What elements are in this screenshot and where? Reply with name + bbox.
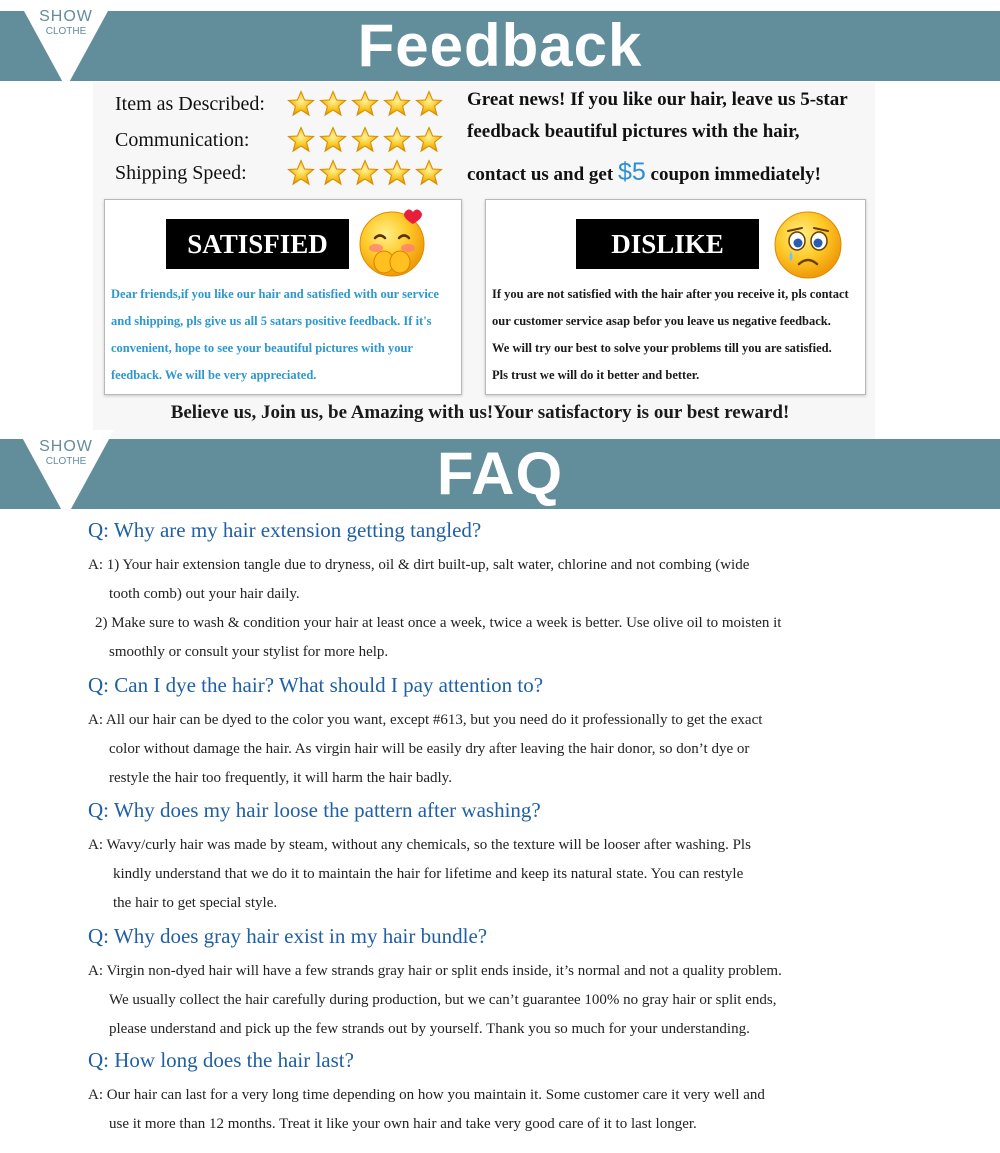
- star-rating: [287, 126, 443, 154]
- faq-answer-line: A: Wavy/curly hair was made by steam, without any chemicals, so the texture will be looser after washing. Pls: [88, 837, 751, 853]
- star-icon: [287, 126, 315, 154]
- faq-answer-line: kindly understand that we do it to maintain the hair for lifetime and keep its natural state. You can restyle: [113, 866, 744, 882]
- star-rating: [287, 159, 443, 187]
- satisfied-text-line: feedback. We will be very appreciated.: [111, 368, 317, 382]
- promo-line-3-suffix: coupon immediately!: [645, 164, 821, 185]
- faq-answer-line: A: 1) Your hair extension tangle due to dryness, oil & dirt built-up, salt water, chlorine and not combing (wide: [88, 557, 750, 573]
- dislike-card: [485, 199, 866, 395]
- rating-row-communication: [115, 125, 443, 155]
- faq-question: Q: How long does the hair last?: [88, 1048, 354, 1072]
- faq-question: Q: Can I dye the hair? What should I pay attention to?: [88, 673, 544, 697]
- satisfied-card: [104, 199, 462, 395]
- feedback-title: Feedback: [357, 12, 643, 79]
- faq-answer-line: use it more than 12 months. Treat it like your own hair and take very good care of it to last longer.: [109, 1116, 697, 1132]
- star-icon: [351, 126, 379, 154]
- tagline: Believe us, Join us, be Amazing with us!Your satisfactory is our best reward!: [170, 402, 790, 423]
- faq-title: FAQ: [436, 440, 564, 507]
- star-icon: [287, 90, 315, 118]
- faq-answer-line: tooth comb) out your hair daily.: [109, 586, 300, 602]
- faq-answer-line: A: All our hair can be dyed to the color you want, except #613, but you need do it professionally to get the exact: [88, 712, 763, 728]
- faq-answer-line: We usually collect the hair carefully during production, but we can’t guarantee 100% no gray hair or split ends,: [109, 992, 777, 1008]
- faq-answer-line: the hair to get special style.: [113, 895, 278, 911]
- star-rating: [287, 90, 443, 118]
- faq-answer: [88, 957, 908, 1044]
- rating-label: Item as Described:: [115, 92, 265, 115]
- promo-line-2: feedback beautiful pictures with the hair,: [467, 121, 800, 142]
- logo-text-clothe: CLOTHE: [45, 456, 87, 467]
- star-icon: [319, 90, 347, 118]
- faq-question: Q: Why does my hair loose the pattern after washing?: [88, 798, 541, 822]
- promo-line-3: [467, 158, 821, 187]
- star-icon: [415, 159, 443, 187]
- sad-face-icon: [771, 208, 845, 282]
- star-icon: [287, 159, 315, 187]
- logo-text-show: SHOW: [39, 438, 93, 455]
- faq-item-pattern: [88, 795, 908, 918]
- rating-row-shipping-speed: [115, 158, 443, 188]
- star-icon: [383, 90, 411, 118]
- dislike-badge: DISLIKE: [576, 219, 759, 269]
- rating-row-item-described: [115, 89, 443, 119]
- dislike-text-line: If you are not satisfied with the hair after you receive it, pls contact: [492, 287, 849, 301]
- faq-answer: [88, 706, 908, 793]
- faq-banner: [0, 439, 1000, 509]
- star-icon: [415, 90, 443, 118]
- dislike-text-line: We will try our best to solve your problems till you are satisfied.: [492, 341, 832, 355]
- star-icon: [383, 126, 411, 154]
- promo-line-3-prefix: contact us and get: [467, 164, 618, 185]
- blushing-face-icon: [355, 206, 429, 280]
- satisfied-text: [111, 281, 457, 389]
- rating-label: Shipping Speed:: [115, 161, 247, 184]
- faq-answer-line: 2) Make sure to wash & condition your hair at least once a week, twice a week is better. Use olive oil to moisten it: [95, 615, 782, 631]
- faq-answer: [88, 831, 908, 918]
- faq-question: Q: Why does gray hair exist in my hair bundle?: [88, 924, 488, 948]
- satisfied-badge: SATISFIED: [166, 219, 349, 269]
- star-icon: [351, 159, 379, 187]
- dislike-text-line: our customer service asap befor you leave us negative feedback.: [492, 314, 831, 328]
- faq-answer-line: A: Virgin non-dyed hair will have a few strands gray hair or split ends inside, it’s normal and not a quality problem.: [88, 963, 782, 979]
- faq-item-lifetime: [88, 1045, 908, 1139]
- rating-label: Communication:: [115, 128, 250, 151]
- faq-item-gray-hair: [88, 921, 908, 1044]
- satisfied-text-line: Dear friends,if you like our hair and satisfied with our service: [111, 287, 439, 301]
- faq-answer: [88, 551, 908, 667]
- faq-answer-line: smoothly or consult your stylist for more help.: [109, 644, 389, 660]
- faq-item-dye: [88, 670, 908, 793]
- logo-text-show: SHOW: [39, 8, 93, 25]
- dislike-text-line: Pls trust we will do it better and better.: [492, 368, 700, 382]
- logo-text-clothe: CLOTHE: [45, 26, 87, 37]
- faq-item-tangled: [88, 515, 908, 667]
- dislike-text: [492, 281, 861, 389]
- faq-answer-line: A: Our hair can last for a very long time depending on how you maintain it. Some customer care it very well and: [88, 1087, 765, 1103]
- faq-answer-line: restyle the hair too frequently, it will harm the hair badly.: [109, 770, 452, 786]
- star-icon: [415, 126, 443, 154]
- feedback-banner: [0, 8, 1000, 81]
- faq-answer-line: color without damage the hair. As virgin hair will be easily dry after leaving the hair donor, so don’t dye or: [109, 741, 750, 757]
- star-icon: [351, 90, 379, 118]
- satisfied-text-line: and shipping, pls give us all 5 satars positive feedback. If it's: [111, 314, 432, 328]
- faq-answer-line: please understand and pick up the few strands out by yourself. Thank you so much for your understanding.: [109, 1021, 750, 1037]
- faq-answer: [88, 1081, 908, 1139]
- promo-line-1: Great news! If you like our hair, leave us 5-star: [467, 89, 848, 110]
- star-icon: [319, 126, 347, 154]
- coupon-amount: $5: [617, 158, 646, 186]
- star-icon: [319, 159, 347, 187]
- faq-question: Q: Why are my hair extension getting tangled?: [88, 518, 482, 542]
- star-icon: [383, 159, 411, 187]
- satisfied-text-line: convenient, hope to see your beautiful pictures with your: [111, 341, 413, 355]
